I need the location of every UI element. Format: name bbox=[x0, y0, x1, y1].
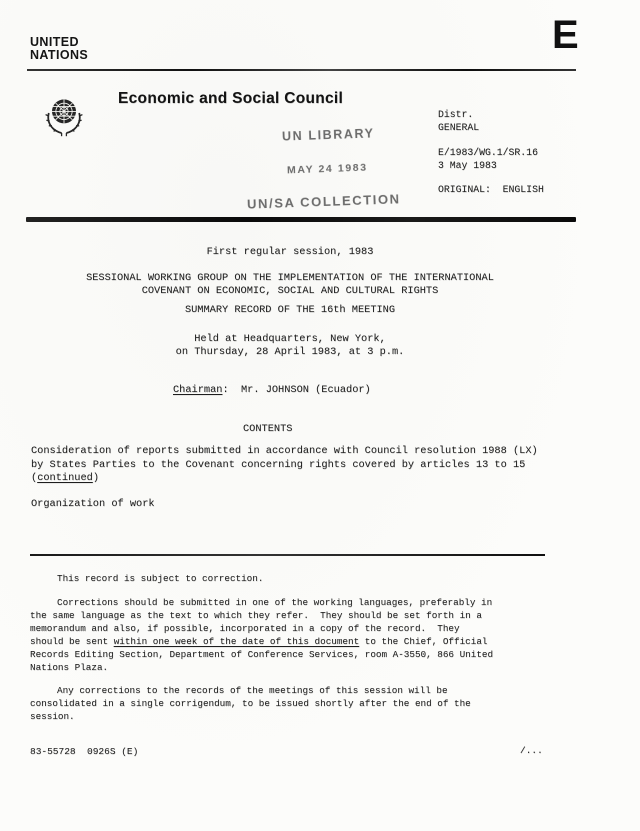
footnote-text: should be sent bbox=[30, 636, 114, 647]
footnote-para3-line3: session. bbox=[30, 711, 75, 722]
contents-item1-line1: Consideration of reports submitted in accordance with Council resolution 1988 (LX) bbox=[31, 445, 538, 457]
library-stamp-date: MAY 24 1983 bbox=[286, 161, 368, 177]
venue-line1: Held at Headquarters, New York, bbox=[194, 333, 386, 345]
header-rule bbox=[27, 69, 576, 71]
footnote-para2-line6: Nations Plaza. bbox=[30, 662, 109, 673]
distr-type: GENERAL bbox=[438, 122, 480, 133]
session-title: First regular session, 1983 bbox=[206, 246, 374, 258]
contents-heading: CONTENTS bbox=[243, 423, 293, 435]
org-name-line1: UNITED bbox=[30, 35, 79, 49]
org-name-line2: NATIONS bbox=[30, 48, 89, 62]
working-group-line2: COVENANT ON ECONOMIC, SOCIAL AND CULTURAL RIGHTS bbox=[141, 285, 439, 297]
org-name bbox=[30, 36, 88, 62]
contents-item1-line2: by States Parties to the Covenant concerning rights covered by articles 13 to 15 bbox=[31, 458, 526, 471]
contents-item2: Organization of work bbox=[31, 498, 155, 510]
continued-word: continued bbox=[37, 472, 93, 484]
working-group-line1: SESSIONAL WORKING GROUP ON THE IMPLEMENTATION OF THE INTERNATIONAL bbox=[86, 272, 494, 284]
footnote-para2-line5: Records Editing Section, Department of Conference Services, room A-3550, 866 United bbox=[30, 649, 494, 660]
footnote-para2-line1: Corrections should be submitted in one of the working languages, preferably in bbox=[57, 597, 493, 608]
document-symbol: E/1983/WG.1/SR.16 bbox=[438, 147, 538, 158]
footnote-separator-rule bbox=[30, 554, 545, 556]
library-stamp-line1: UN LIBRARY bbox=[281, 126, 375, 144]
footnote-para2-line2: the same language as the text to which they refer. They should be set forth in a bbox=[30, 610, 482, 621]
paren-open: ( bbox=[31, 472, 38, 484]
chairman-line bbox=[173, 384, 371, 396]
footnote-text: to the Chief, Official bbox=[359, 636, 488, 647]
paren-close: ) bbox=[92, 472, 99, 484]
separator-rule-thick bbox=[26, 217, 576, 222]
venue-line2: on Thursday, 28 April 1983, at 3 p.m. bbox=[175, 346, 405, 358]
continuation-mark: /... bbox=[520, 745, 543, 756]
footnote-para2-line3: memorandum and also, if possible, incorporated in a copy of the record. They bbox=[30, 623, 460, 634]
footnote-para2-line4 bbox=[30, 636, 488, 647]
footnote-para3-line2: consolidated in a single corrigendum, to be issued shortly after the end of the bbox=[30, 698, 471, 709]
chairman-label: Chairman bbox=[173, 384, 223, 396]
footnote-para1: This record is subject to correction. bbox=[57, 573, 264, 584]
contents-item1-continued bbox=[31, 472, 99, 484]
un-emblem-icon bbox=[40, 92, 88, 142]
document-series-letter: E bbox=[552, 13, 579, 57]
document-date: 3 May 1983 bbox=[438, 160, 497, 171]
council-title: Economic and Social Council bbox=[118, 90, 344, 107]
meeting-title: SUMMARY RECORD OF THE 16th MEETING bbox=[184, 304, 396, 316]
original-language-line: ORIGINAL: ENGLISH bbox=[438, 184, 544, 195]
chairman-name: : Mr. JOHNSON (Ecuador) bbox=[222, 384, 371, 396]
deadline-phrase: within one week of the date of this document bbox=[113, 636, 360, 647]
footnote-para3-line1: Any corrections to the records of the meetings of this session will be bbox=[57, 685, 448, 696]
job-number: 83-55728 0926S (E) bbox=[30, 746, 139, 757]
library-stamp-line3: UN/SA COLLECTION bbox=[246, 191, 401, 212]
distr-label: Distr. bbox=[438, 109, 474, 120]
